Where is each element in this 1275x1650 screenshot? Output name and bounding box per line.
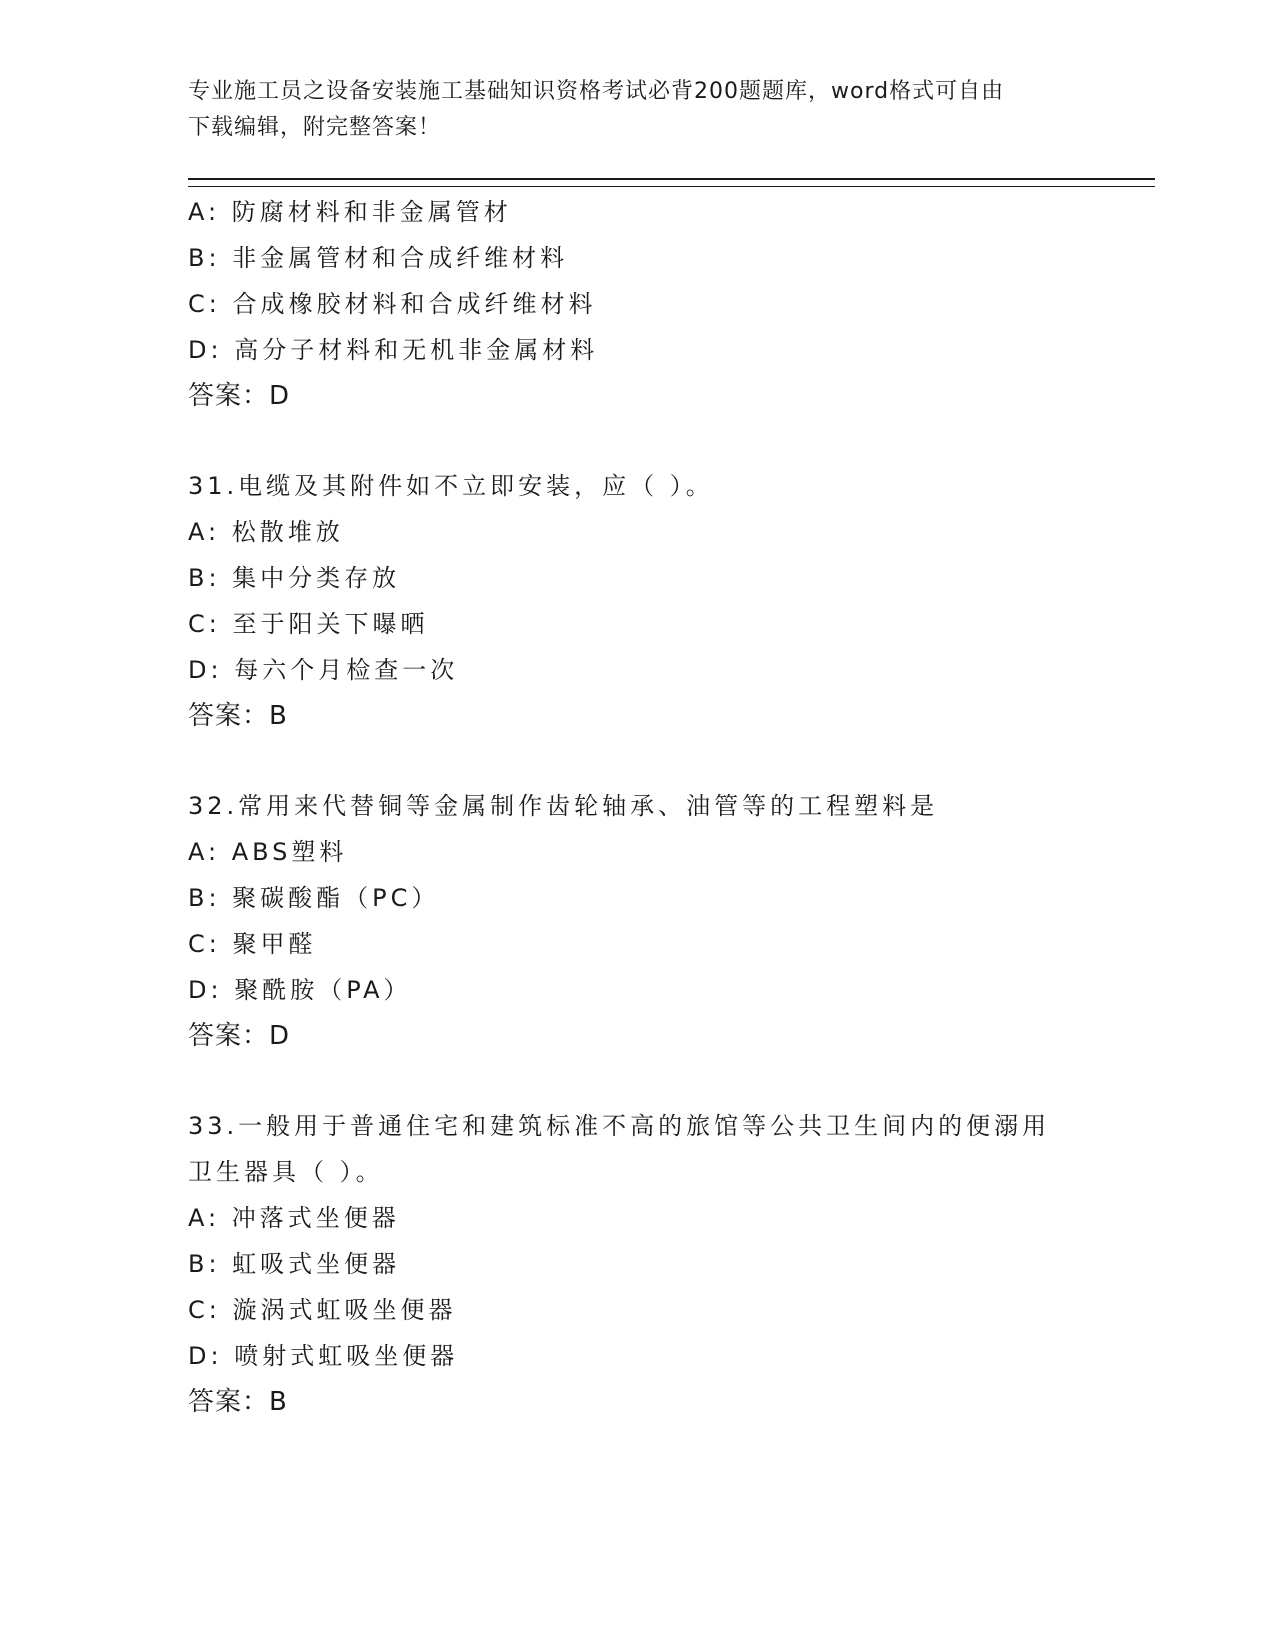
option-c: C: 合成橡胶材料和合成纤维材料 xyxy=(188,290,597,318)
question-31-block xyxy=(188,463,1108,739)
question-32-block xyxy=(188,783,1108,1059)
answer-line: 答案：B xyxy=(188,701,288,731)
spacer xyxy=(188,419,1108,463)
option-b: B: 虹吸式坐便器 xyxy=(188,1250,401,1278)
option-a: A: ABS塑料 xyxy=(188,838,348,866)
option-b: B: 非金属管材和合成纤维材料 xyxy=(188,244,569,272)
option-a: A: 防腐材料和非金属管材 xyxy=(188,198,512,226)
option-a: A: 冲落式坐便器 xyxy=(188,1204,400,1232)
option-b: B: 聚碳酸酯（PC） xyxy=(188,884,440,912)
question-text: 32.常用来代替铜等金属制作齿轮轴承、油管等的工程塑料是 xyxy=(188,792,939,820)
question-text-line-1: 33.一般用于普通住宅和建筑标准不高的旅馆等公共卫生间内的便溺用 xyxy=(188,1112,1051,1140)
header-divider xyxy=(188,178,1155,187)
answer-line: 答案：D xyxy=(188,381,291,411)
header-title-line-2: 下载编辑，附完整答案！ xyxy=(188,115,442,140)
header-title-line-1: 专业施工员之设备安装施工基础知识资格考试必背200题题库，word格式可自由 xyxy=(188,79,1005,104)
question-33-block xyxy=(188,1103,1108,1425)
option-d: D: 喷射式虹吸坐便器 xyxy=(188,1342,459,1370)
option-d: D: 每六个月检查一次 xyxy=(188,656,459,684)
option-c: C: 聚甲醛 xyxy=(188,930,317,958)
option-b: B: 集中分类存放 xyxy=(188,564,401,592)
option-c: C: 漩涡式虹吸坐便器 xyxy=(188,1296,457,1324)
option-c: C: 至于阳关下曝晒 xyxy=(188,610,429,638)
question-list xyxy=(188,189,1108,1425)
spacer xyxy=(188,1059,1108,1103)
answer-line: 答案：D xyxy=(188,1021,291,1051)
option-a: A: 松散堆放 xyxy=(188,518,344,546)
question-text-line-2: 卫生器具（ ）。 xyxy=(188,1158,384,1186)
answer-line: 答案：B xyxy=(188,1387,288,1417)
question-30-block xyxy=(188,189,1108,419)
document-header xyxy=(188,74,1088,146)
spacer xyxy=(188,739,1108,783)
option-d: D: 高分子材料和无机非金属材料 xyxy=(188,336,599,364)
question-text: 31.电缆及其附件如不立即安装，应（ ）。 xyxy=(188,472,714,500)
option-d: D: 聚酰胺（PA） xyxy=(188,976,412,1004)
